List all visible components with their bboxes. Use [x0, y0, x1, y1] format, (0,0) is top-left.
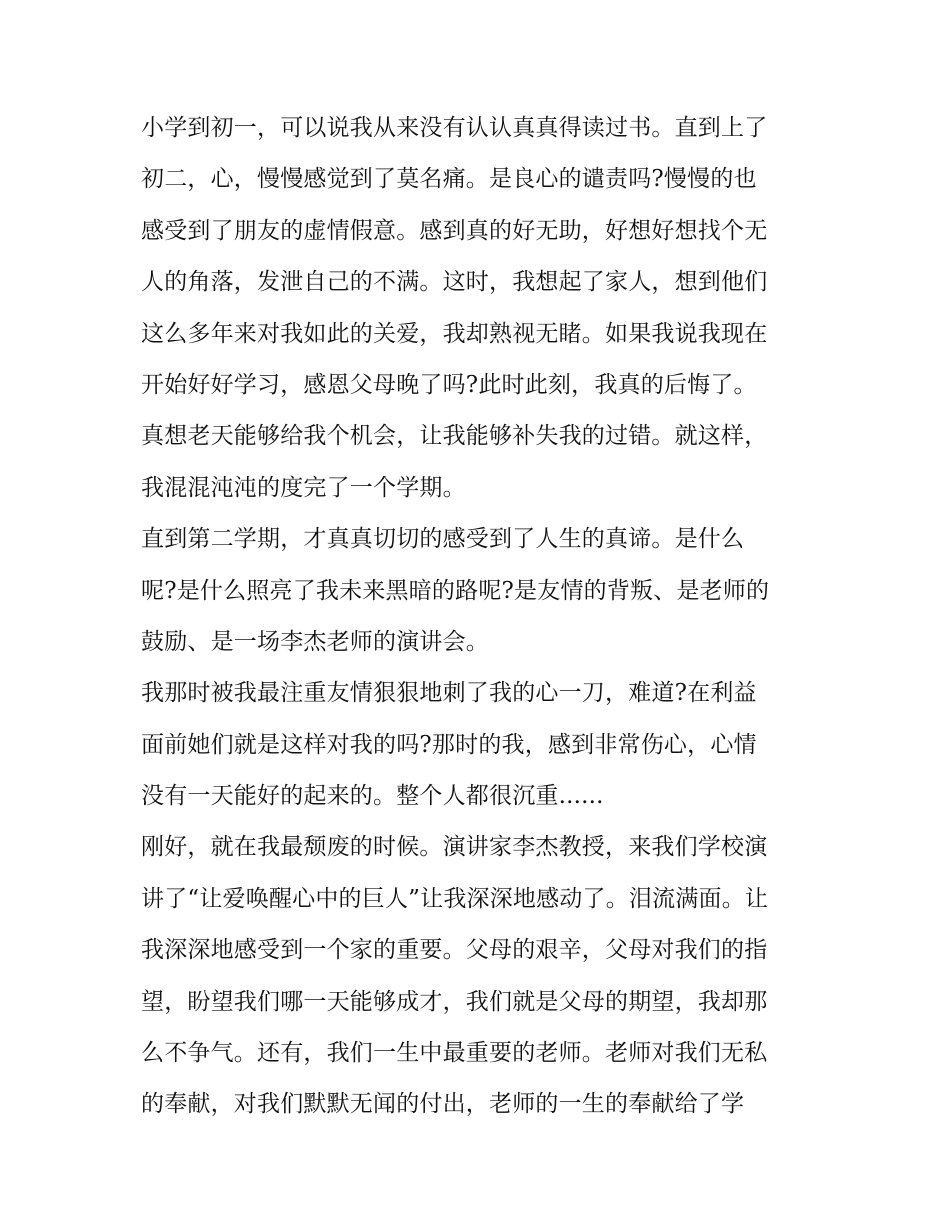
text-line: 真想老天能够给我个机会，让我能够补失我的过错。就这样，	[141, 423, 768, 450]
text-line: 我深深地感受到一个家的重要。父母的艰辛，父母对我们的指	[141, 937, 768, 964]
text-line: 我混混沌沌的度完了一个学期。	[141, 474, 466, 501]
text-line: 么不争气。还有，我们一生中最重要的老师。老师对我们无私	[141, 1040, 768, 1067]
text-line: 直到第二学期，才真真切切的感受到了人生的真谛。是什么	[141, 526, 745, 553]
body-text	[141, 103, 821, 1131]
text-line: 鼓励、是一场李杰老师的演讲会。	[141, 628, 489, 655]
text-line: 刚好，就在我最颓废的时候。演讲家李杰教授，来我们学校演	[141, 834, 768, 861]
text-line: 我那时被我最注重友情狠狠地刺了我的心一刀，难道?在利益	[141, 680, 757, 707]
text-line: 开始好好学习，感恩父母晚了吗?此时此刻，我真的后悔了。	[141, 371, 757, 398]
text-line: 呢?是什么照亮了我未来黑暗的路呢?是友情的背叛、是老师的	[141, 577, 770, 604]
text-line: 讲了“让爱唤醒心中的巨人”让我深深地感动了。泪流满面。让	[141, 885, 769, 912]
text-line: 这么多年来对我如此的关爱，我却熟视无睹。如果我说我现在	[141, 320, 768, 347]
text-line: 人的角落，发泄自己的不满。这时，我想起了家人，想到他们	[141, 269, 768, 296]
text-line: 面前她们就是这样对我的吗?那时的我，感到非常伤心，心情	[141, 731, 757, 758]
text-line: 感受到了朋友的虚情假意。感到真的好无助，好想好想找个无	[141, 217, 768, 244]
text-line: 望，盼望我们哪一天能够成才，我们就是父母的期望，我却那	[141, 988, 768, 1015]
text-line: 没有一天能好的起来的。整个人都很沉重......	[141, 783, 604, 810]
text-line: 小学到初一，可以说我从来没有认认真真得读过书。直到上了	[141, 115, 768, 141]
text-line: 的奉献，对我们默默无闻的付出，老师的一生的奉献给了学	[141, 1091, 745, 1118]
text-line: 初二，心，慢慢感觉到了莫名痛。是良心的谴责吗?慢慢的也	[141, 166, 757, 193]
